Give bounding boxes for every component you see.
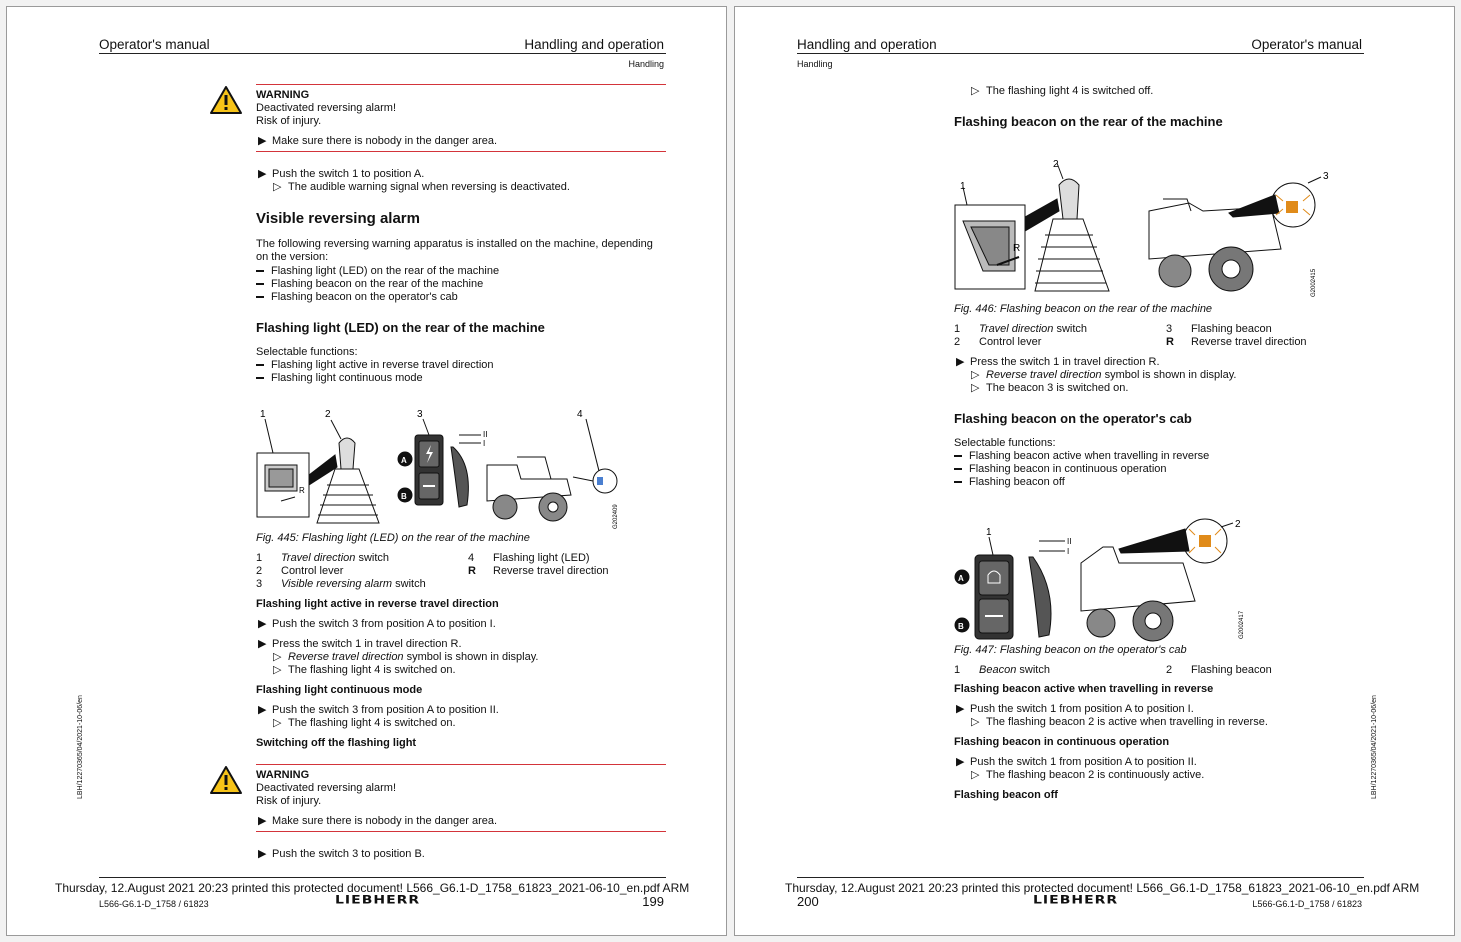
- step-result: The flashing light 4 is switched off.: [986, 85, 1154, 97]
- fig-code: G2002417: [1239, 610, 1245, 639]
- warning-action: Make sure there is nobody in the danger area.: [272, 815, 498, 827]
- legend-num: 4: [468, 552, 475, 564]
- page-number: 200: [797, 894, 819, 909]
- legend-num: 3: [256, 578, 263, 590]
- warning-action: Make sure there is nobody in the danger area.: [272, 135, 498, 147]
- footer-code: L566-G6.1-D_1758 / 61823: [1252, 899, 1362, 909]
- fig-label: II: [1067, 537, 1072, 546]
- list-item: Flashing light active in reverse travel direction: [256, 359, 494, 372]
- legend-text: Reverse travel direction: [1191, 336, 1307, 348]
- legend-num: 2: [954, 336, 961, 348]
- fig-code: G202409: [613, 504, 619, 529]
- callout: 2: [325, 409, 331, 420]
- section-heading: Visible reversing alarm: [256, 210, 420, 227]
- footer-code: L566-G6.1-D_1758 / 61823: [99, 899, 209, 909]
- legend-num: 1: [954, 323, 961, 335]
- liebherr-logo: LIEBHERR: [335, 893, 421, 907]
- header-right: Operator's manual: [1251, 37, 1362, 52]
- warning-line: Deactivated reversing alarm!: [256, 782, 397, 794]
- legend-text: Travel direction switch: [281, 552, 390, 564]
- fig-code: G2002415: [1311, 268, 1317, 297]
- result-arrow: ▷: [273, 651, 282, 663]
- bullet-arrow: ▶: [258, 815, 267, 827]
- legend-text: Beacon switch: [979, 664, 1050, 676]
- step-result: The flashing beacon 2 is active when travelling in reverse.: [986, 716, 1268, 728]
- legend-num: 1: [954, 664, 961, 676]
- footer-rule: [99, 877, 666, 878]
- legend-text: Flashing beacon: [1191, 664, 1272, 676]
- step-heading: Switching off the flashing light: [256, 737, 417, 749]
- result-arrow: ▷: [971, 382, 980, 394]
- fig-label: A: [401, 456, 407, 465]
- header-right: Handling and operation: [524, 37, 664, 52]
- warning-icon: [209, 85, 243, 115]
- step: Push the switch 3 to position B.: [272, 848, 425, 860]
- step: Push the switch 1 from position A to position II.: [970, 756, 1197, 768]
- paragraph: on the version:: [256, 251, 329, 263]
- callout: 3: [417, 409, 423, 420]
- result-arrow: ▷: [273, 181, 282, 193]
- figure-caption: Fig. 447: Flashing beacon on the operator's cab: [954, 644, 1187, 656]
- legend-text: Control lever: [281, 565, 344, 577]
- list-item: Flashing beacon on the rear of the machine: [256, 278, 483, 291]
- right-page: [734, 6, 1455, 936]
- list-item: Flashing beacon off: [954, 476, 1065, 489]
- step: Push the switch 3 from position A to position II.: [272, 704, 499, 716]
- figure-446: [953, 155, 1333, 300]
- result-arrow: ▷: [971, 369, 980, 381]
- callout: 2: [1053, 159, 1059, 170]
- step: Press the switch 1 in travel direction R.: [272, 638, 462, 650]
- warning-line: Deactivated reversing alarm!: [256, 102, 397, 114]
- step-heading: Flashing beacon off: [954, 789, 1058, 801]
- step-result: The beacon 3 is switched on.: [986, 382, 1129, 394]
- fig-label: I: [1067, 547, 1070, 556]
- bullet-arrow: ▶: [258, 638, 267, 650]
- header-left: Handling and operation: [797, 37, 937, 52]
- legend-text: Control lever: [979, 336, 1042, 348]
- footer-rule: [797, 877, 1364, 878]
- subsection-heading: Flashing beacon on the operator's cab: [954, 411, 1192, 426]
- result-arrow: ▷: [971, 769, 980, 781]
- liebherr-logo: LIEBHERR: [1033, 893, 1119, 907]
- step: Press the switch 1 in travel direction R.: [970, 356, 1160, 368]
- legend-text: Travel direction switch: [979, 323, 1088, 335]
- warning-line: Risk of injury.: [256, 115, 322, 127]
- fig-label: B: [958, 622, 964, 631]
- step-heading: Flashing beacon active when travelling in reverse: [954, 683, 1214, 695]
- paragraph: Selectable functions:: [954, 437, 1056, 449]
- header-rule: [99, 53, 666, 54]
- warning-title: WARNING: [256, 89, 310, 101]
- step-result: The audible warning signal when reversing is deactivated.: [288, 181, 570, 193]
- bullet-arrow: ▶: [956, 756, 965, 768]
- list-item: Flashing light continuous mode: [256, 372, 423, 385]
- warning-line: Risk of injury.: [256, 795, 322, 807]
- warning-top-rule: [256, 84, 666, 85]
- header-sub: Handling: [628, 59, 664, 69]
- legend-text: Flashing beacon: [1191, 323, 1272, 335]
- paragraph: Selectable functions:: [256, 346, 358, 358]
- result-arrow: ▷: [971, 716, 980, 728]
- step-result: Reverse travel direction symbol is shown in display.: [288, 651, 539, 663]
- bullet-arrow: ▶: [258, 618, 267, 630]
- legend-num: R: [468, 565, 476, 577]
- bullet-arrow: ▶: [956, 356, 965, 368]
- fig-label: R: [1013, 243, 1021, 254]
- step-heading: Flashing light active in reverse travel direction: [256, 598, 499, 610]
- footer-print-note: Thursday, 12.August 2021 20:23 printed this protected document! L566_G6.1-D_1758_61823_2021-06-10_en.pdf ARM: [55, 881, 690, 895]
- subsection-heading: Flashing beacon on the rear of the machine: [954, 114, 1223, 129]
- left-page: [6, 6, 727, 936]
- fig-label: A: [958, 574, 964, 583]
- fig-label: I: [483, 439, 486, 448]
- step-result: The flashing light 4 is switched on.: [288, 664, 456, 676]
- side-code: LBH/12270365/04/2021-10-06/en: [1371, 695, 1378, 799]
- step-result: Reverse travel direction symbol is shown in display.: [986, 369, 1237, 381]
- step-result: The flashing light 4 is switched on.: [288, 717, 456, 729]
- header-sub: Handling: [797, 59, 833, 69]
- header-rule: [797, 53, 1364, 54]
- warning-icon: [209, 765, 243, 795]
- figure-447: [953, 511, 1253, 646]
- legend-num: 3: [1166, 323, 1173, 335]
- list-item: Flashing beacon active when travelling in reverse: [954, 450, 1209, 463]
- bullet-arrow: ▶: [258, 704, 267, 716]
- warning-bottom-rule: [256, 831, 666, 832]
- step: Push the switch 3 from position A to position I.: [272, 618, 496, 630]
- callout: 3: [1323, 171, 1329, 182]
- figure-445: [255, 405, 625, 530]
- callout: 1: [260, 409, 266, 420]
- result-arrow: ▷: [273, 664, 282, 676]
- footer-print-note: Thursday, 12.August 2021 20:23 printed this protected document! L566_G6.1-D_1758_61823_2021-06-10_en.pdf ARM: [785, 881, 1420, 895]
- legend-num: 2: [1166, 664, 1173, 676]
- legend-num: R: [1166, 336, 1174, 348]
- callout: 1: [986, 527, 992, 538]
- side-code: LBH/12270365/04/2021-10-06/en: [77, 695, 84, 799]
- figure-caption: Fig. 446: Flashing beacon on the rear of the machine: [954, 303, 1213, 315]
- fig-label: B: [401, 492, 407, 501]
- legend-num: 1: [256, 552, 263, 564]
- step-heading: Flashing beacon in continuous operation: [954, 736, 1170, 748]
- callout: 1: [960, 181, 966, 192]
- list-item: Flashing beacon in continuous operation: [954, 463, 1167, 476]
- legend-num: 2: [256, 565, 263, 577]
- fig-label: II: [483, 430, 488, 439]
- callout: 2: [1235, 519, 1241, 530]
- header-left: Operator's manual: [99, 37, 210, 52]
- figure-caption: Fig. 445: Flashing light (LED) on the rear of the machine: [256, 532, 530, 544]
- warning-bottom-rule: [256, 151, 666, 152]
- step: Push the switch 1 to position A.: [272, 168, 425, 180]
- subsection-heading: Flashing light (LED) on the rear of the machine: [256, 320, 545, 335]
- legend-text: Visible reversing alarm switch: [281, 578, 426, 590]
- paragraph: The following reversing warning apparatus is installed on the machine, depending: [256, 238, 653, 250]
- legend-text: Flashing light (LED): [493, 552, 590, 564]
- list-item: Flashing beacon on the operator's cab: [256, 291, 458, 304]
- warning-title: WARNING: [256, 769, 310, 781]
- step: Push the switch 1 from position A to position I.: [970, 703, 1194, 715]
- page-number: 199: [642, 894, 664, 909]
- callout: 4: [577, 409, 583, 420]
- step-heading: Flashing light continuous mode: [256, 684, 423, 696]
- step-result: The flashing beacon 2 is continuously active.: [986, 769, 1205, 781]
- bullet-arrow: ▶: [956, 703, 965, 715]
- bullet-arrow: ▶: [258, 135, 267, 147]
- warning-top-rule: [256, 764, 666, 765]
- list-item: Flashing light (LED) on the rear of the machine: [256, 265, 499, 278]
- result-arrow: ▷: [273, 717, 282, 729]
- bullet-arrow: ▶: [258, 848, 267, 860]
- fig-label: R: [299, 486, 305, 495]
- legend-text: Reverse travel direction: [493, 565, 609, 577]
- result-arrow: ▷: [971, 85, 980, 97]
- bullet-arrow: ▶: [258, 168, 267, 180]
